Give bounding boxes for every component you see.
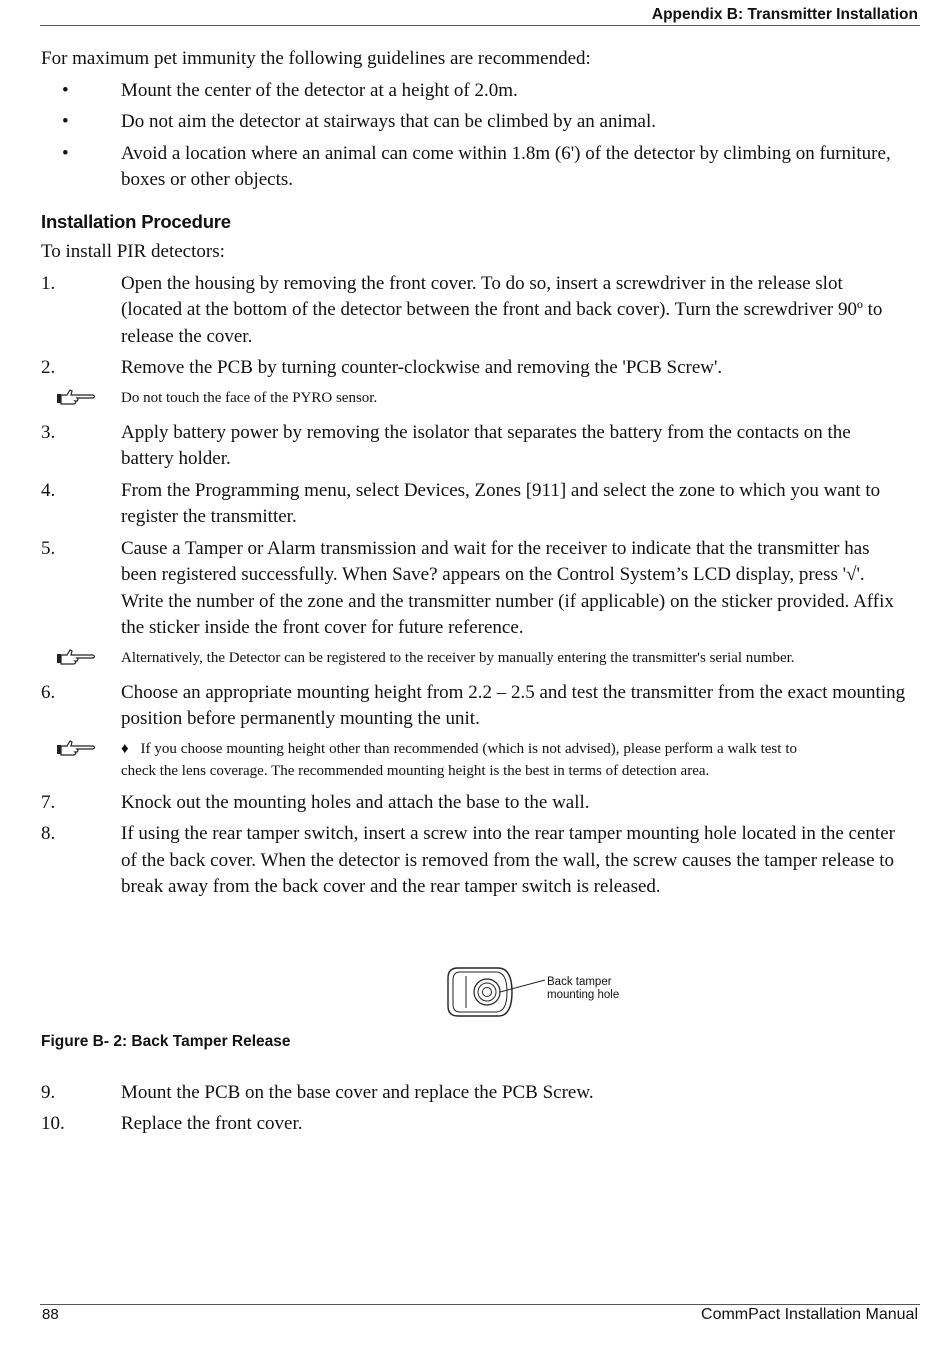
bullet-symbol: •	[62, 142, 69, 164]
pointing-hand-icon	[41, 647, 121, 672]
step-number: 9.	[41, 1081, 56, 1103]
page-header-title: Appendix B: Transmitter Installation	[651, 6, 918, 23]
page-number: 88	[42, 1306, 59, 1323]
manual-title: CommPact Installation Manual	[701, 1306, 918, 1323]
section-lead: To install PIR detectors:	[41, 241, 225, 262]
step-text: Choose an appropriate mounting height from 2.2 – 2.5 and test the transmitter from the exact mounting position before permanently mounting the unit.	[121, 681, 906, 729]
bullet-item	[41, 109, 907, 136]
bullet-text: Mount the center of the detector at a height of 2.0m.	[121, 79, 518, 101]
back-tamper-diagram	[446, 966, 546, 1018]
note-text: Do not touch the face of the PYRO sensor.	[121, 389, 378, 406]
note	[41, 647, 907, 672]
step-number: 5.	[41, 537, 56, 559]
step-text: Knock out the mounting holes and attach the base to the wall.	[121, 791, 590, 813]
step-text: Replace the front cover.	[121, 1113, 303, 1134]
bullet-symbol: •	[62, 111, 69, 132]
step-item	[41, 1111, 907, 1138]
step-text: Remove the PCB by turning counter-clockwise and removing the 'PCB Screw'.	[121, 357, 723, 378]
step-item	[41, 355, 907, 382]
intro-paragraph: For maximum pet immunity the following guidelines are recommended:	[41, 48, 591, 69]
note-text: ♦ If you choose mounting height other than recommended (which is not advised), please perform a walk test to check the lens coverage. The recommended mounting height is the best in terms of detection area.	[121, 740, 801, 779]
page-content	[41, 46, 907, 1143]
figure-caption: Figure B- 2: Back Tamper Release	[41, 1032, 291, 1050]
footer-rule	[40, 1304, 920, 1305]
step-number: 4.	[41, 479, 56, 501]
header-rule	[40, 25, 920, 26]
figure-label	[547, 976, 619, 1002]
step-item	[41, 536, 907, 642]
step-item	[41, 271, 907, 351]
step-text: Apply battery power by removing the isolator that separates the battery from the contacts on the battery holder.	[121, 421, 851, 469]
bullet-symbol: •	[62, 79, 69, 101]
step-number: 3.	[41, 421, 56, 443]
step-item	[41, 790, 907, 817]
step-number: 10.	[41, 1113, 65, 1134]
step-text: If using the rear tamper switch, insert a screw into the rear tamper mounting hole located in the center of the back cover. When the detector is removed from the wall, the screw causes the tamper release to break away from the back cover and the rear tamper switch is released.	[121, 823, 895, 897]
step-number: 6.	[41, 681, 56, 703]
pointing-hand-icon	[41, 738, 121, 782]
step-text: Open the housing by removing the front cover. To do so, insert a screwdriver in the release slot (located at the bottom of the detector between the front and back cover). Turn the screwdriver 90º to release the cover.	[121, 272, 883, 347]
step-number: 7.	[41, 791, 56, 813]
step-item	[41, 1080, 907, 1107]
pointing-hand-icon	[41, 387, 121, 412]
step-number: 8.	[41, 823, 56, 844]
section-heading: Installation Procedure	[41, 210, 231, 232]
note	[41, 387, 907, 412]
bullet-text: Avoid a location where an animal can come within 1.8m (6') of the detector by climbing on furniture, boxes or other objects.	[121, 142, 891, 190]
step-item	[41, 478, 907, 531]
step-number: 2.	[41, 357, 56, 378]
figure-label-line: mounting hole	[547, 988, 620, 1001]
figure	[41, 906, 907, 1066]
step-number: 1.	[41, 272, 56, 294]
step-text: Cause a Tamper or Alarm transmission and wait for the receiver to indicate that the transmitter has been registered successfully. When Save? appears on the Control System’s LCD display, press '√'. Write the number of the zone and the transmitter number (if applicable) on the sticker provided. Affix the sticker inside the front cover for future reference.	[121, 537, 894, 638]
figure-label-line: Back tamper	[547, 975, 612, 988]
bullet-item	[41, 78, 907, 105]
step-item	[41, 420, 907, 473]
note-text: Alternatively, the Detector can be registered to the receiver by manually entering the transmitter's serial number.	[121, 649, 795, 666]
bullet-item	[41, 141, 907, 194]
step-text: From the Programming menu, select Devices, Zones [911] and select the zone to which you want to register the transmitter.	[121, 479, 881, 527]
bullet-text: Do not aim the detector at stairways that can be climbed by an animal.	[121, 111, 656, 132]
note	[41, 738, 907, 782]
step-text: Mount the PCB on the base cover and replace the PCB Screw.	[121, 1081, 594, 1103]
step-item	[41, 821, 907, 901]
step-item	[41, 680, 907, 733]
